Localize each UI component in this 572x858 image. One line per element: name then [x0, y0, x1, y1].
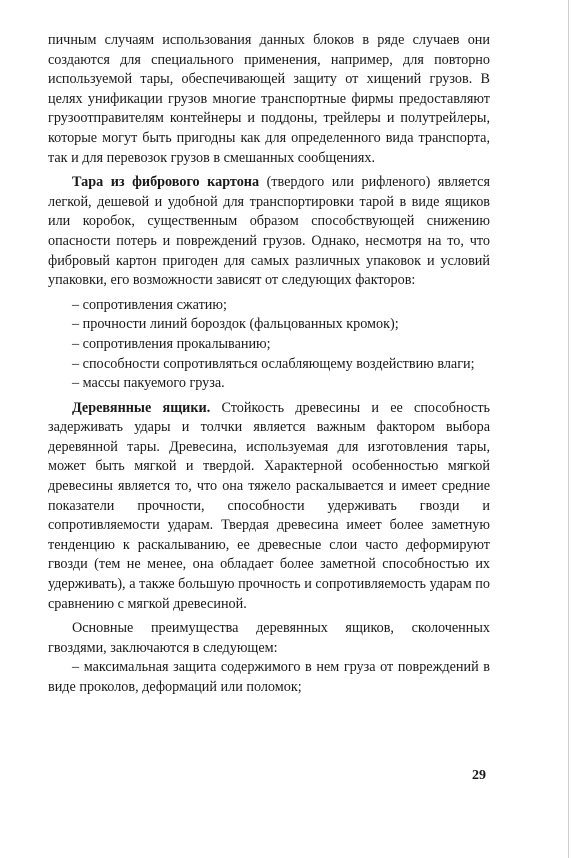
- body-text: [48, 31, 490, 698]
- paragraph-continuation: [48, 31, 490, 168]
- page-number: 29: [472, 768, 486, 783]
- paragraph-advantages: [48, 619, 490, 658]
- paragraph-wooden-boxes: [48, 399, 490, 615]
- page-edge-shadow: [568, 0, 569, 858]
- paragraph-text: (твердого или рифленого) является легкой, дешевой и удобной для транспортировки тарой в виде ящиков или коробок, существенным образом способствующей снижению опасности потерь и повреждений грузов. Однако, несмотря на то, что фибровый картон пригоден для самых различных упаковок и условий упаковки, его возможности зависят от следующих факторов:: [48, 174, 490, 289]
- paragraph-text: пичным случаям использования данных блоков в ряде случаев они создаются для специального применения, например, для повторно используемой тары, обеспечивающей защиту от хищений грузов. В целях унификации грузов многие транспортные фирмы предоставляют грузоотправителям контейнеры и поддоны, трейлеры и полутрейлеры, которые могут быть пригодны как для определенного вида транспорта, так и для перевозок грузов в смешанных сообщениях.: [48, 32, 490, 166]
- paragraph-lead: Тара из фибрового картона: [72, 174, 260, 191]
- list-item: – сопротивления прокалыванию;: [72, 335, 271, 352]
- paragraph-text: Основные преимущества деревянных ящиков, сколоченных гвоздями, заключаются в следующем:: [48, 620, 490, 656]
- list-item: – способности сопротивляться ослабляющему воздействию влаги;: [72, 355, 475, 372]
- list-item: – сопротивления сжатию;: [72, 296, 227, 313]
- paragraph-lead: Деревянные ящики.: [72, 399, 211, 416]
- paragraph-text: Стойкость древесины и ее способность задерживать удары и толчки является важным фактором выбора деревянной тары. Древесина, используемая для изготовления тары, может быть мягкой и твердой. Характерной особенностью мягкой древесины является то, что она тяжело раскалывается и имеет средние показатели прочности, способности удерживать гвозди и сопротивляемости ударам. Твердая древесина имеет более заметную тенденцию к раскалыванию, ее древесные слои часто деформируют гвозди (тем не менее, она обладает более заметной способностью их удерживать), а также большую прочность и сопротивляемость ударам по сравнению с мягкой древесиной.: [48, 399, 491, 612]
- list-item: – прочности линий бороздок (фальцованных кромок);: [72, 316, 399, 333]
- list-item: – массы пакуемого груза.: [72, 375, 225, 392]
- list-item: – максимальная защита содержимого в нем груза от повреждений в виде проколов, деформаций или поломок;: [48, 659, 490, 695]
- paragraph-fiberboard: [48, 173, 490, 291]
